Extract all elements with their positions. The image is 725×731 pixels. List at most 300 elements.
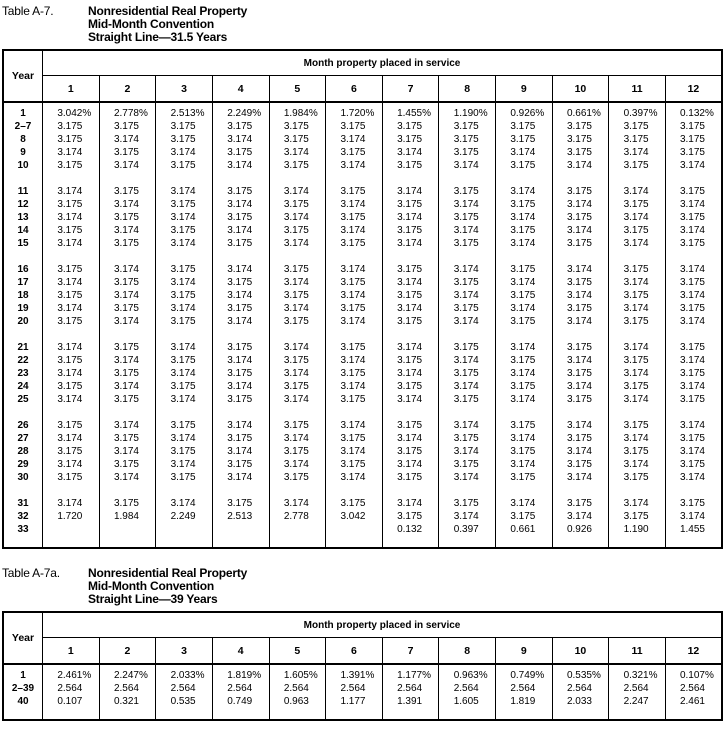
value-cell: [552, 289, 609, 302]
value-text: 3.175: [566, 238, 592, 249]
value-cell: [439, 250, 496, 263]
value-text: 3.174: [453, 472, 479, 483]
value-cell: [43, 250, 100, 263]
table-row: [3, 695, 722, 708]
value-cell: [665, 497, 722, 510]
value-text: 3.175: [623, 420, 649, 431]
value-text: 1.819%: [227, 670, 262, 681]
value-text: 3.175: [623, 355, 649, 366]
value-text: 3.174: [283, 342, 309, 353]
value-cell: [439, 263, 496, 276]
table-a7-title-block: [2, 5, 723, 44]
value-text: 3.174: [227, 381, 253, 392]
value-text: 3.174: [679, 472, 705, 483]
value-text: 3.174: [283, 303, 309, 314]
table-a7-title: [88, 5, 247, 44]
value-text: 3.175: [340, 212, 366, 223]
value-cell: [43, 380, 100, 393]
value-cell: [552, 708, 609, 720]
value-cell: [269, 198, 326, 211]
month-column-header: 4: [212, 638, 269, 665]
value-cell: [99, 198, 156, 211]
value-text: 3.175: [453, 394, 479, 405]
value-text: 3.175: [283, 420, 309, 431]
value-cell: [665, 159, 722, 172]
value-cell: [382, 146, 439, 159]
group-separator-row: [3, 250, 722, 263]
value-text: 3.174: [510, 238, 536, 249]
value-cell: [552, 497, 609, 510]
value-text: 3.174: [510, 368, 536, 379]
month-column-header: 12: [665, 76, 722, 103]
value-cell: [43, 198, 100, 211]
value-cell: [382, 471, 439, 484]
value-text: 2.564: [453, 683, 479, 694]
value-cell: [665, 354, 722, 367]
value-cell: [552, 224, 609, 237]
value-text: 3.175: [566, 394, 592, 405]
value-cell: [326, 224, 383, 237]
value-text: 2.513: [227, 511, 253, 522]
value-cell: [99, 211, 156, 224]
value-text: 3.174: [170, 277, 196, 288]
value-cell: [99, 250, 156, 263]
value-text: 3.174: [283, 433, 309, 444]
value-text: 3.175: [113, 394, 139, 405]
month-column-header: 11: [609, 76, 666, 103]
value-text: 2.513%: [170, 108, 205, 119]
value-text: 3.175: [340, 121, 366, 132]
year-cell: 25: [3, 393, 43, 406]
value-text: 3.174: [453, 511, 479, 522]
value-text: 3.174: [623, 147, 649, 158]
year-cell: 32: [3, 510, 43, 523]
value-cell: [496, 341, 553, 354]
value-cell: [43, 185, 100, 198]
value-cell: [552, 432, 609, 445]
year-cell: 10: [3, 159, 43, 172]
value-cell: [156, 302, 213, 315]
value-text: 3.175: [170, 381, 196, 392]
table-row: [3, 120, 722, 133]
value-text: 3.175: [453, 212, 479, 223]
value-cell: [43, 445, 100, 458]
table-row: [3, 432, 722, 445]
value-cell: [156, 198, 213, 211]
value-text: 2.564: [113, 683, 139, 694]
value-cell: [326, 315, 383, 328]
value-text: 3.175: [57, 134, 83, 145]
value-text: 3.175: [57, 264, 83, 275]
value-text: 3.175: [227, 212, 253, 223]
value-cell: [43, 289, 100, 302]
value-cell: [326, 432, 383, 445]
value-cell: [609, 276, 666, 289]
value-cell: [269, 211, 326, 224]
value-text: 3.174: [623, 238, 649, 249]
padding-row: [3, 708, 722, 720]
value-text: 3.174: [679, 420, 705, 431]
value-cell: [439, 172, 496, 185]
value-text: 3.174: [113, 381, 139, 392]
value-cell: [43, 328, 100, 341]
value-cell: [269, 536, 326, 548]
value-cell: [156, 185, 213, 198]
value-text: 3.175: [679, 459, 705, 470]
value-text: 1.177: [340, 696, 366, 707]
table-header: [3, 612, 722, 664]
value-cell: [552, 159, 609, 172]
month-column-header: 4: [212, 76, 269, 103]
value-text: 0.963: [283, 696, 309, 707]
value-text: 3.174: [566, 355, 592, 366]
value-text: 3.174: [113, 199, 139, 210]
value-cell: [552, 445, 609, 458]
month-column-header: 10: [552, 76, 609, 103]
value-text: 3.174: [623, 368, 649, 379]
value-text: 3.174: [397, 433, 423, 444]
value-cell: [382, 328, 439, 341]
value-cell: [212, 120, 269, 133]
value-cell: [382, 354, 439, 367]
value-cell: [552, 107, 609, 120]
value-text: 3.175: [113, 433, 139, 444]
value-text: 3.174: [170, 186, 196, 197]
value-text: 3.175: [340, 498, 366, 509]
value-cell: [99, 367, 156, 380]
value-text: 2.461: [679, 696, 705, 707]
month-column-header: 3: [156, 76, 213, 103]
value-cell: [665, 393, 722, 406]
value-cell: [156, 107, 213, 120]
value-cell: [496, 445, 553, 458]
value-cell: [439, 341, 496, 354]
value-text: 3.174: [57, 433, 83, 444]
year-cell: 31: [3, 497, 43, 510]
value-cell: [496, 682, 553, 695]
value-text: 3.175: [623, 316, 649, 327]
value-cell: [609, 380, 666, 393]
year-cell: 8: [3, 133, 43, 146]
value-text: 3.174: [283, 498, 309, 509]
value-text: 3.174: [57, 186, 83, 197]
value-cell: [156, 276, 213, 289]
value-cell: [552, 471, 609, 484]
year-cell: 12: [3, 198, 43, 211]
value-cell: [609, 302, 666, 315]
value-cell: [552, 315, 609, 328]
year-cell: 23: [3, 367, 43, 380]
value-cell: [439, 458, 496, 471]
value-cell: [382, 237, 439, 250]
value-text: 3.175: [170, 355, 196, 366]
value-text: 3.174: [57, 368, 83, 379]
value-cell: [99, 682, 156, 695]
value-text: 3.175: [623, 472, 649, 483]
value-text: 1.190%: [453, 108, 488, 119]
value-cell: [439, 302, 496, 315]
value-text: 3.174: [283, 147, 309, 158]
value-cell: [382, 432, 439, 445]
value-text: 2.778%: [113, 108, 148, 119]
value-cell: [609, 669, 666, 682]
year-cell: 18: [3, 289, 43, 302]
value-cell: [156, 419, 213, 432]
value-text: 3.175: [510, 381, 536, 392]
table-row: [3, 354, 722, 367]
value-cell: [212, 367, 269, 380]
table-row: [3, 380, 722, 393]
year-cell: [3, 536, 43, 548]
value-text: 3.175: [227, 498, 253, 509]
value-cell: [99, 380, 156, 393]
value-text: 3.174: [340, 134, 366, 145]
value-cell: [665, 523, 722, 536]
value-cell: [326, 523, 383, 536]
value-text: 3.175: [453, 303, 479, 314]
table-a7a-title: [88, 567, 247, 606]
month-column-header: 11: [609, 638, 666, 665]
value-text: 1.984: [113, 511, 139, 522]
year-cell: 21: [3, 341, 43, 354]
value-cell: [496, 237, 553, 250]
value-cell: [439, 393, 496, 406]
value-text: 3.174: [57, 498, 83, 509]
value-cell: [382, 708, 439, 720]
value-cell: [665, 419, 722, 432]
value-cell: [326, 341, 383, 354]
value-text: 3.175: [113, 342, 139, 353]
value-cell: [156, 133, 213, 146]
value-text: 0.963%: [453, 670, 488, 681]
value-cell: [156, 523, 213, 536]
table-row: [3, 237, 722, 250]
value-text: 3.175: [283, 316, 309, 327]
value-cell: [156, 120, 213, 133]
table-row: [3, 341, 722, 354]
year-cell: 40: [3, 695, 43, 708]
value-text: 0.321: [113, 696, 139, 707]
value-cell: [665, 328, 722, 341]
table-row: [3, 263, 722, 276]
value-text: 2.249%: [227, 108, 262, 119]
value-cell: [269, 146, 326, 159]
year-cell: 33: [3, 523, 43, 536]
value-cell: [552, 458, 609, 471]
value-cell: [269, 263, 326, 276]
value-cell: [496, 708, 553, 720]
value-text: 3.175: [623, 134, 649, 145]
value-text: 0.107: [57, 696, 83, 707]
value-cell: [439, 198, 496, 211]
value-text: 3.174: [113, 355, 139, 366]
value-text: 3.175: [283, 290, 309, 301]
value-text: 3.175: [623, 264, 649, 275]
value-cell: [382, 380, 439, 393]
value-cell: [496, 198, 553, 211]
value-text: 3.174: [227, 420, 253, 431]
value-text: 3.175: [679, 134, 705, 145]
value-cell: [326, 146, 383, 159]
value-cell: [43, 302, 100, 315]
value-text: 3.175: [510, 355, 536, 366]
value-text: 3.174: [397, 186, 423, 197]
value-cell: [99, 471, 156, 484]
value-text: 3.174: [227, 446, 253, 457]
value-cell: [496, 536, 553, 548]
value-text: 3.174: [510, 186, 536, 197]
value-text: 3.175: [510, 264, 536, 275]
value-cell: [212, 393, 269, 406]
value-text: 2.564: [566, 683, 592, 694]
value-cell: [269, 185, 326, 198]
value-text: 3.175: [397, 199, 423, 210]
month-column-header: 5: [269, 638, 326, 665]
value-cell: [439, 497, 496, 510]
value-cell: [439, 276, 496, 289]
value-cell: [156, 263, 213, 276]
value-cell: [156, 354, 213, 367]
value-cell: [665, 510, 722, 523]
value-cell: [212, 185, 269, 198]
value-text: 3.175: [566, 134, 592, 145]
value-cell: [269, 669, 326, 682]
value-text: 3.175: [510, 446, 536, 457]
value-cell: [552, 682, 609, 695]
value-text: 3.174: [283, 277, 309, 288]
value-cell: [382, 682, 439, 695]
value-cell: [382, 536, 439, 548]
value-text: 3.175: [566, 303, 592, 314]
year-cell: 1: [3, 107, 43, 120]
value-text: 3.174: [340, 160, 366, 171]
value-cell: [382, 315, 439, 328]
value-cell: [552, 484, 609, 497]
value-text: 3.175: [453, 433, 479, 444]
year-cell: [3, 172, 43, 185]
value-cell: [156, 328, 213, 341]
value-cell: [552, 419, 609, 432]
value-cell: [382, 159, 439, 172]
value-cell: [609, 393, 666, 406]
value-text: 3.175: [227, 433, 253, 444]
value-cell: [212, 133, 269, 146]
table-row: [3, 315, 722, 328]
month-column-header: 3: [156, 638, 213, 665]
month-span-header: Month property placed in service: [43, 50, 723, 76]
value-text: 1.455: [679, 524, 705, 535]
value-cell: [212, 484, 269, 497]
value-cell: [552, 133, 609, 146]
value-text: 3.175: [340, 277, 366, 288]
value-text: 3.175: [397, 225, 423, 236]
value-text: 3.174: [170, 238, 196, 249]
value-text: 3.174: [340, 420, 366, 431]
value-cell: [609, 328, 666, 341]
value-cell: [552, 380, 609, 393]
value-text: 3.175: [679, 433, 705, 444]
value-text: 3.175: [283, 199, 309, 210]
value-cell: [326, 289, 383, 302]
value-cell: [496, 133, 553, 146]
value-cell: [156, 393, 213, 406]
value-text: 3.174: [227, 225, 253, 236]
value-text: 3.175: [566, 277, 592, 288]
value-cell: [665, 341, 722, 354]
value-cell: [43, 536, 100, 548]
value-text: 3.175: [397, 264, 423, 275]
value-cell: [496, 484, 553, 497]
value-cell: [609, 120, 666, 133]
value-text: 3.174: [283, 186, 309, 197]
value-cell: [382, 367, 439, 380]
value-cell: [382, 302, 439, 315]
value-cell: [496, 669, 553, 682]
value-cell: [269, 133, 326, 146]
value-cell: [326, 695, 383, 708]
value-text: 2.564: [397, 683, 423, 694]
value-text: 3.175: [453, 238, 479, 249]
value-cell: [382, 250, 439, 263]
value-text: 3.175: [453, 277, 479, 288]
table-row: [3, 302, 722, 315]
value-text: 3.175: [679, 186, 705, 197]
value-cell: [496, 419, 553, 432]
value-text: 3.042%: [57, 108, 92, 119]
value-cell: [212, 354, 269, 367]
value-text: 3.174: [453, 420, 479, 431]
value-cell: [496, 302, 553, 315]
value-cell: [382, 224, 439, 237]
value-text: 0.535%: [566, 670, 601, 681]
value-cell: [212, 458, 269, 471]
value-cell: [665, 682, 722, 695]
value-cell: [43, 237, 100, 250]
value-cell: [496, 315, 553, 328]
value-cell: [156, 484, 213, 497]
value-cell: [496, 289, 553, 302]
value-text: 3.174: [227, 355, 253, 366]
value-text: 3.174: [510, 433, 536, 444]
value-text: 0.397%: [623, 108, 658, 119]
value-text: 3.174: [566, 511, 592, 522]
value-cell: [326, 471, 383, 484]
value-text: 3.174: [170, 459, 196, 470]
value-text: 3.175: [453, 186, 479, 197]
value-cell: [496, 172, 553, 185]
value-cell: [552, 393, 609, 406]
value-text: 3.174: [453, 160, 479, 171]
value-cell: [439, 146, 496, 159]
value-cell: [552, 341, 609, 354]
table-a7a-title-line-3: Straight Line—39 Years: [88, 592, 218, 606]
header-row-months: [3, 76, 722, 103]
value-text: 3.174: [397, 212, 423, 223]
value-cell: [496, 432, 553, 445]
value-text: 0.749%: [510, 670, 545, 681]
value-text: 0.107%: [679, 670, 714, 681]
value-text: 3.175: [170, 290, 196, 301]
month-column-header: 5: [269, 76, 326, 103]
value-text: 3.174: [227, 290, 253, 301]
value-cell: [269, 159, 326, 172]
value-text: 3.175: [113, 147, 139, 158]
value-text: 3.174: [227, 160, 253, 171]
value-text: 3.175: [679, 303, 705, 314]
padding-row: [3, 536, 722, 548]
value-cell: [439, 133, 496, 146]
value-text: 3.174: [566, 446, 592, 457]
